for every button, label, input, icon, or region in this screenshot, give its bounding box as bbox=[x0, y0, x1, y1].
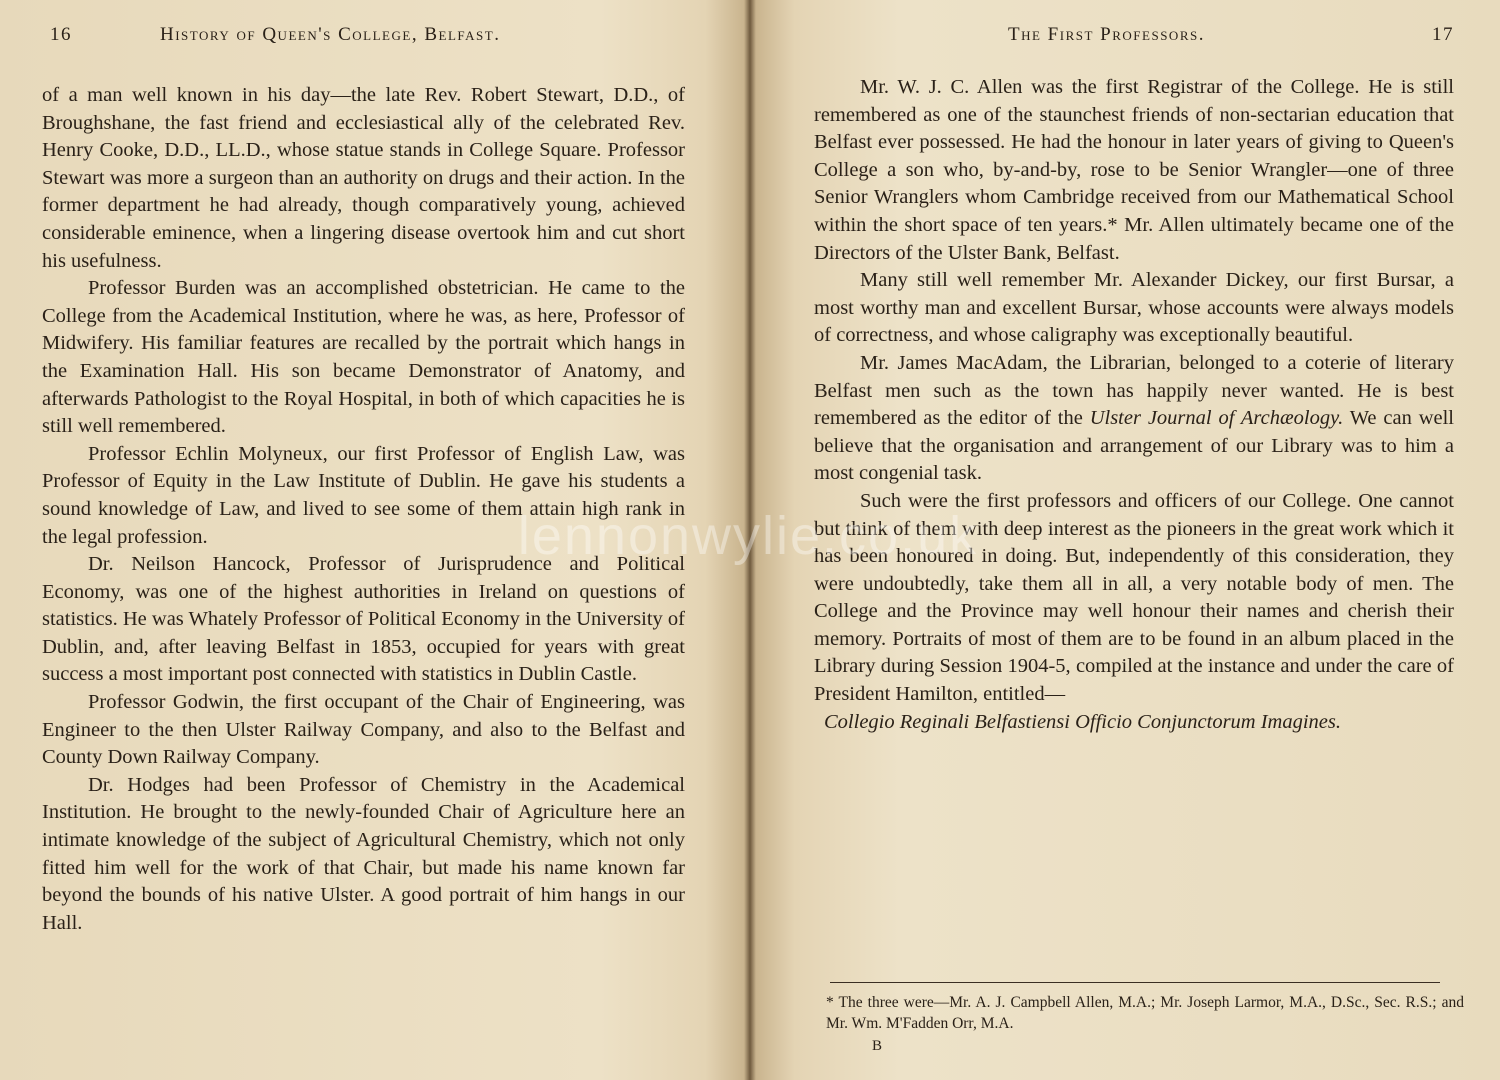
paragraph-hancock: Dr. Neilson Hancock, Professor of Jurisprudence and Political Economy, was one of the highest authorities in Ireland on questions of statistics. He was Whately Professor of Political Economy in the University of Dublin, and, after leaving Belfast in 1853, occupied for years with great success a most important post connected with statistics in Dublin Castle. bbox=[42, 553, 685, 686]
macadam-text-end: We can well believe that the organisation and arrangement of our Library was to him a most congenial task. bbox=[814, 407, 1454, 485]
right-page-body bbox=[814, 74, 1454, 736]
journal-title: Ulster Journal of Archæology. bbox=[1089, 407, 1344, 430]
paragraph-conclusion: Such were the first professors and officers of our College. One cannot but think of them with deep interest as the pioneers in the great work which it has been honoured in doing. But, independently of this consideration, they were undoubtedly, take them all in all, a very notable body of men. The College and the Province may well honour their names and cherish their memory. Portraits of most of them are to be found in an album placed in the Library during Session 1904-5, compiled at the instance and under the care of President Hamilton, entitled— bbox=[814, 489, 1454, 706]
paragraph-hodges: Dr. Hodges had been Professor of Chemistry in the Academical Institution. He brought to the newly-founded Chair of Agriculture here an intimate knowledge of the subject of Agricultural Chemistry, which not only fitted him well for the work of that Chair, but made his name known far beyond the bounds of his native Ulster. A good portrait of him hangs in our Hall. bbox=[42, 773, 685, 934]
macadam-text-start: Mr. James MacAdam, the Librarian, belonged to a coterie of literary Belfast men such as the town has happily never wanted. He is best remembered as the editor of the bbox=[814, 351, 1454, 430]
footnote-rule bbox=[830, 982, 1440, 983]
signature-mark: B bbox=[872, 1038, 884, 1054]
album-title: Collegio Reginali Belfastiensi Officio Conjunctorum Imagines. bbox=[824, 710, 1342, 733]
paragraph-burden: Professor Burden was an accomplished obstetrician. He came to the College from the Academical Institution, where he was, as here, Professor of Midwifery. His familiar features are recalled by the portrait which hangs in the Examination Hall. His son became Demonstrator of Anatomy, and afterwards Pathologist to the Royal Hospital, in both of which capacities he is still well remembered. bbox=[42, 277, 685, 438]
left-page-body bbox=[42, 82, 685, 937]
watermark-text: lennonwylie.co.uk bbox=[517, 506, 979, 566]
running-head-right: The First Professors. bbox=[1008, 24, 1205, 45]
paragraph-godwin: Professor Godwin, the first occupant of the Chair of Engineering, was Engineer to the then Ulster Railway Company, and also to the Belfast and County Down Railway Company. bbox=[42, 691, 685, 769]
right-page bbox=[750, 0, 1500, 1080]
paragraph-stewart: of a man well known in his day—the late Rev. Robert Stewart, D.D., of Broughshane, the fast friend and ecclesiastical ally of the celebrated Rev. Henry Cooke, D.D., LL.D., whose statue stands in College Square. Professor Stewart was more a surgeon than an authority on drugs and their action. In the former department he had already, though comparatively young, achieved considerable eminence, when a lingering disease overtook him and cut short his usefulness. bbox=[42, 84, 685, 272]
paragraph-allen: Mr. W. J. C. Allen was the first Registrar of the College. He is still remembered as one of the staunchest friends of non-sectarian education that Belfast ever possessed. He had the honour in later years of giving to Queen's College a son who, by-and-by, rose to be Senior Wrangler—one of three Senior Wranglers whom Cambridge received from our Mathematical School within the short space of ten years.* Mr. Allen ultimately became one of the Directors of the Ulster Bank, Belfast. bbox=[814, 76, 1454, 264]
paragraph-molyneux: Professor Echlin Molyneux, our first Professor of English Law, was Professor of Equity in the Law Institute of Dublin. He gave his students a sound knowledge of Law, and lived to see some of them attain high rank in the legal profession. bbox=[42, 442, 685, 548]
running-head-left: History of Queen's College, Belfast. bbox=[160, 24, 501, 45]
page-number-right: 17 bbox=[1432, 24, 1454, 45]
paragraph-dickey: Many still well remember Mr. Alexander Dickey, our first Bursar, a most worthy man and excellent Bursar, whose accounts were always models of correctness, and whose caligraphy was exceptionally beautiful. bbox=[814, 269, 1454, 347]
paragraph-macadam bbox=[814, 350, 1454, 488]
footnote: * The three were—Mr. A. J. Campbell Allen, M.A.; Mr. Joseph Larmor, M.A., D.Sc., Sec. R.S.; and Mr. Wm. M'Fadden Orr, M.A. bbox=[826, 994, 1464, 1032]
page-number-left: 16 bbox=[50, 24, 72, 45]
